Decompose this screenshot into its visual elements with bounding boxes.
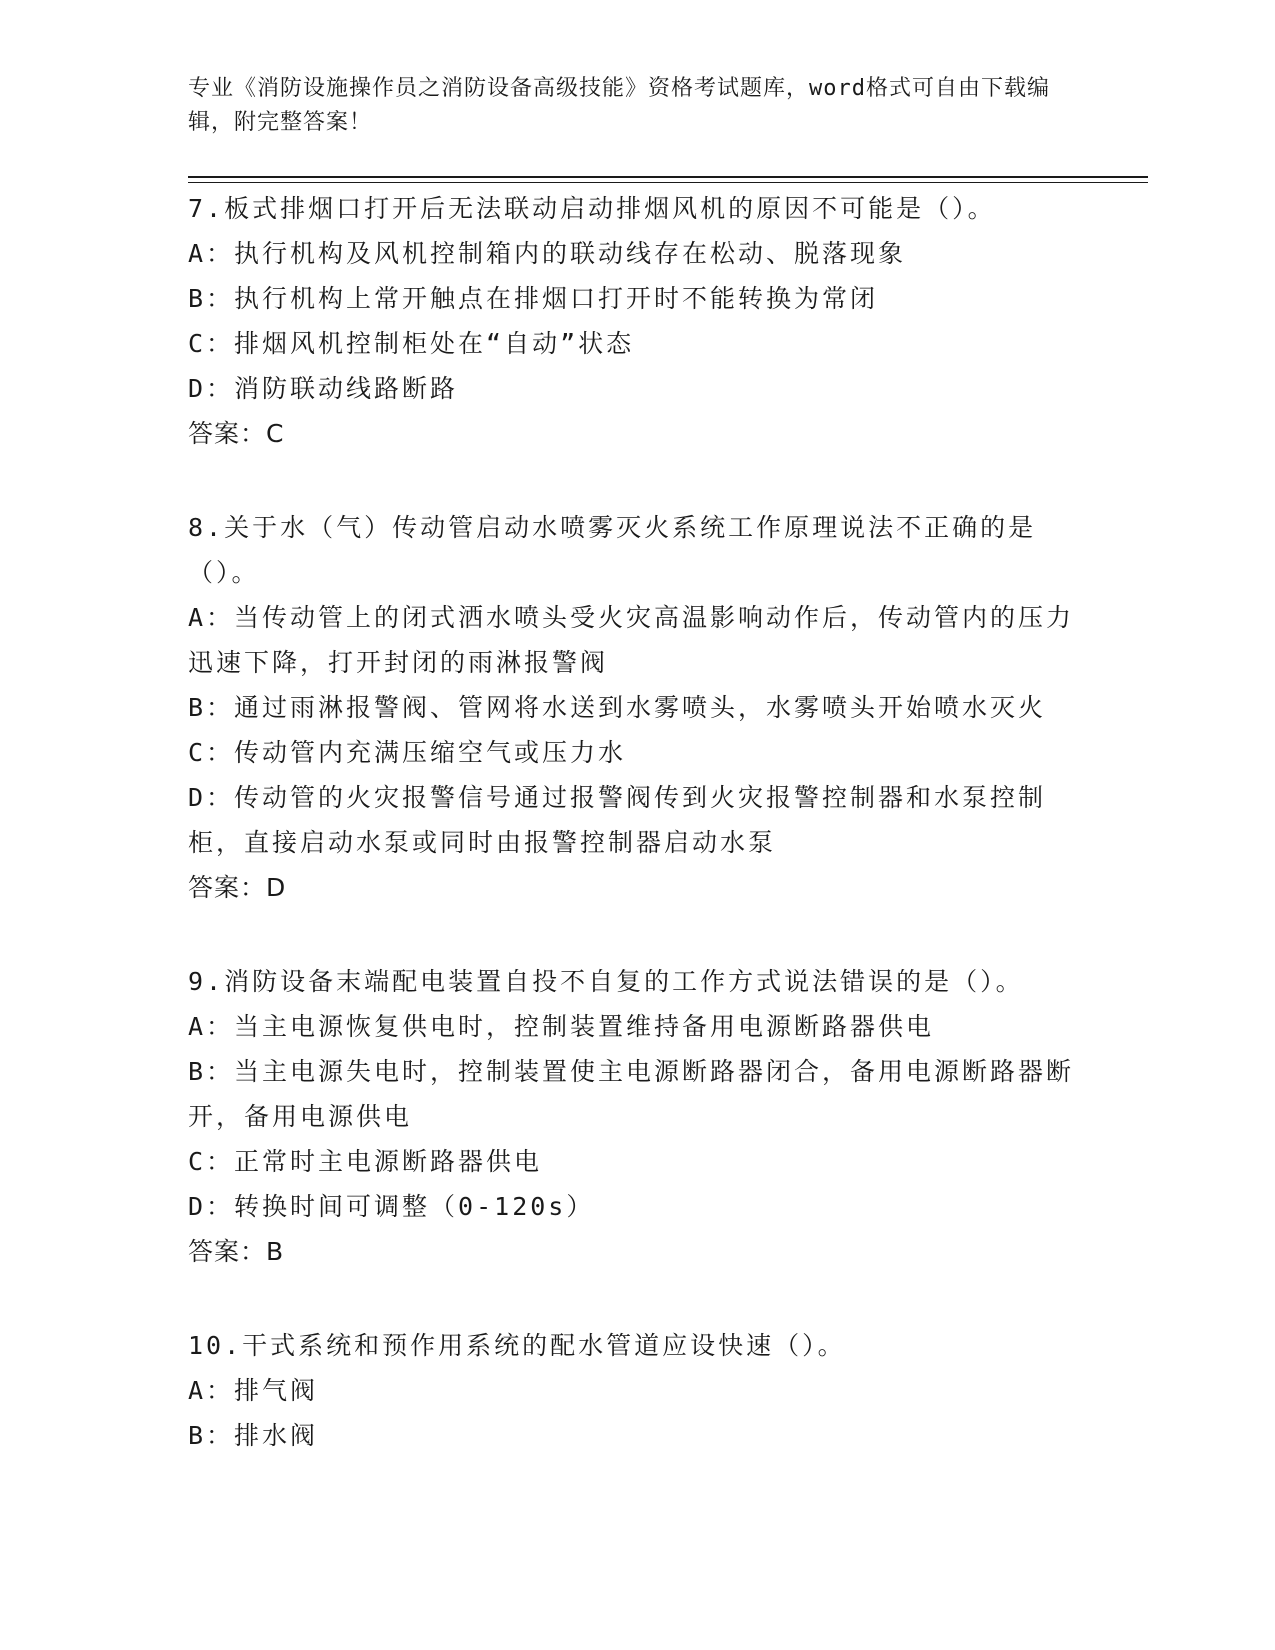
question-stem: 10.干式系统和预作用系统的配水管道应设快速（）。 xyxy=(188,1331,846,1360)
document-header-intro: 专业《消防设施操作员之消防设备高级技能》资格考试题库，word格式可自由下载编辑，附完整答案！ xyxy=(188,76,1050,135)
option-c: C：排烟风机控制柜处在“自动”状态 xyxy=(188,329,635,358)
question-7 xyxy=(188,186,1088,457)
option-c: C：正常时主电源断路器供电 xyxy=(188,1147,543,1176)
option-b: B：排水阀 xyxy=(188,1421,319,1450)
question-10 xyxy=(188,1323,1088,1458)
option-b: B：通过雨淋报警阀、管网将水送到水雾喷头，水雾喷头开始喷水灭火 xyxy=(188,693,1047,722)
option-d: D：消防联动线路断路 xyxy=(188,374,459,403)
question-stem: 9.消防设备末端配电装置自投不自复的工作方式说法错误的是（）。 xyxy=(188,967,1024,996)
question-stem: 7.板式排烟口打开后无法联动启动排烟风机的原因不可能是（）。 xyxy=(188,194,996,223)
question-8 xyxy=(188,505,1088,911)
answer-label: 答案：D xyxy=(188,873,287,902)
question-stem: 8.关于水（气）传动管启动水喷雾灭火系统工作原理说法不正确的是（）。 xyxy=(188,513,1037,587)
option-b: B：执行机构上常开触点在排烟口打开时不能转换为常闭 xyxy=(188,284,879,313)
option-d: D：传动管的火灾报警信号通过报警阀传到火灾报警控制器和水泵控制柜，直接启动水泵或同时由报警控制器启动水泵 xyxy=(188,783,1047,857)
header-divider-thick xyxy=(188,176,1148,178)
option-c: C：传动管内充满压缩空气或压力水 xyxy=(188,738,627,767)
question-9 xyxy=(188,959,1088,1275)
option-a: A：当主电源恢复供电时，控制装置维持备用电源断路器供电 xyxy=(188,1012,935,1041)
option-a: A：排气阀 xyxy=(188,1376,319,1405)
question-list xyxy=(188,186,1088,1506)
option-b: B：当主电源失电时，控制装置使主电源断路器闭合，备用电源断路器断开，备用电源供电 xyxy=(188,1057,1075,1131)
option-a: A：执行机构及风机控制箱内的联动线存在松动、脱落现象 xyxy=(188,239,907,268)
header-divider-thin xyxy=(188,182,1148,183)
answer-label: 答案：B xyxy=(188,1237,285,1266)
option-a: A：当传动管上的闭式洒水喷头受火灾高温影响动作后，传动管内的压力迅速下降，打开封闭的雨淋报警阀 xyxy=(188,603,1075,677)
option-d: D：转换时间可调整（0-120s） xyxy=(188,1192,595,1221)
answer-label: 答案：C xyxy=(188,419,285,448)
